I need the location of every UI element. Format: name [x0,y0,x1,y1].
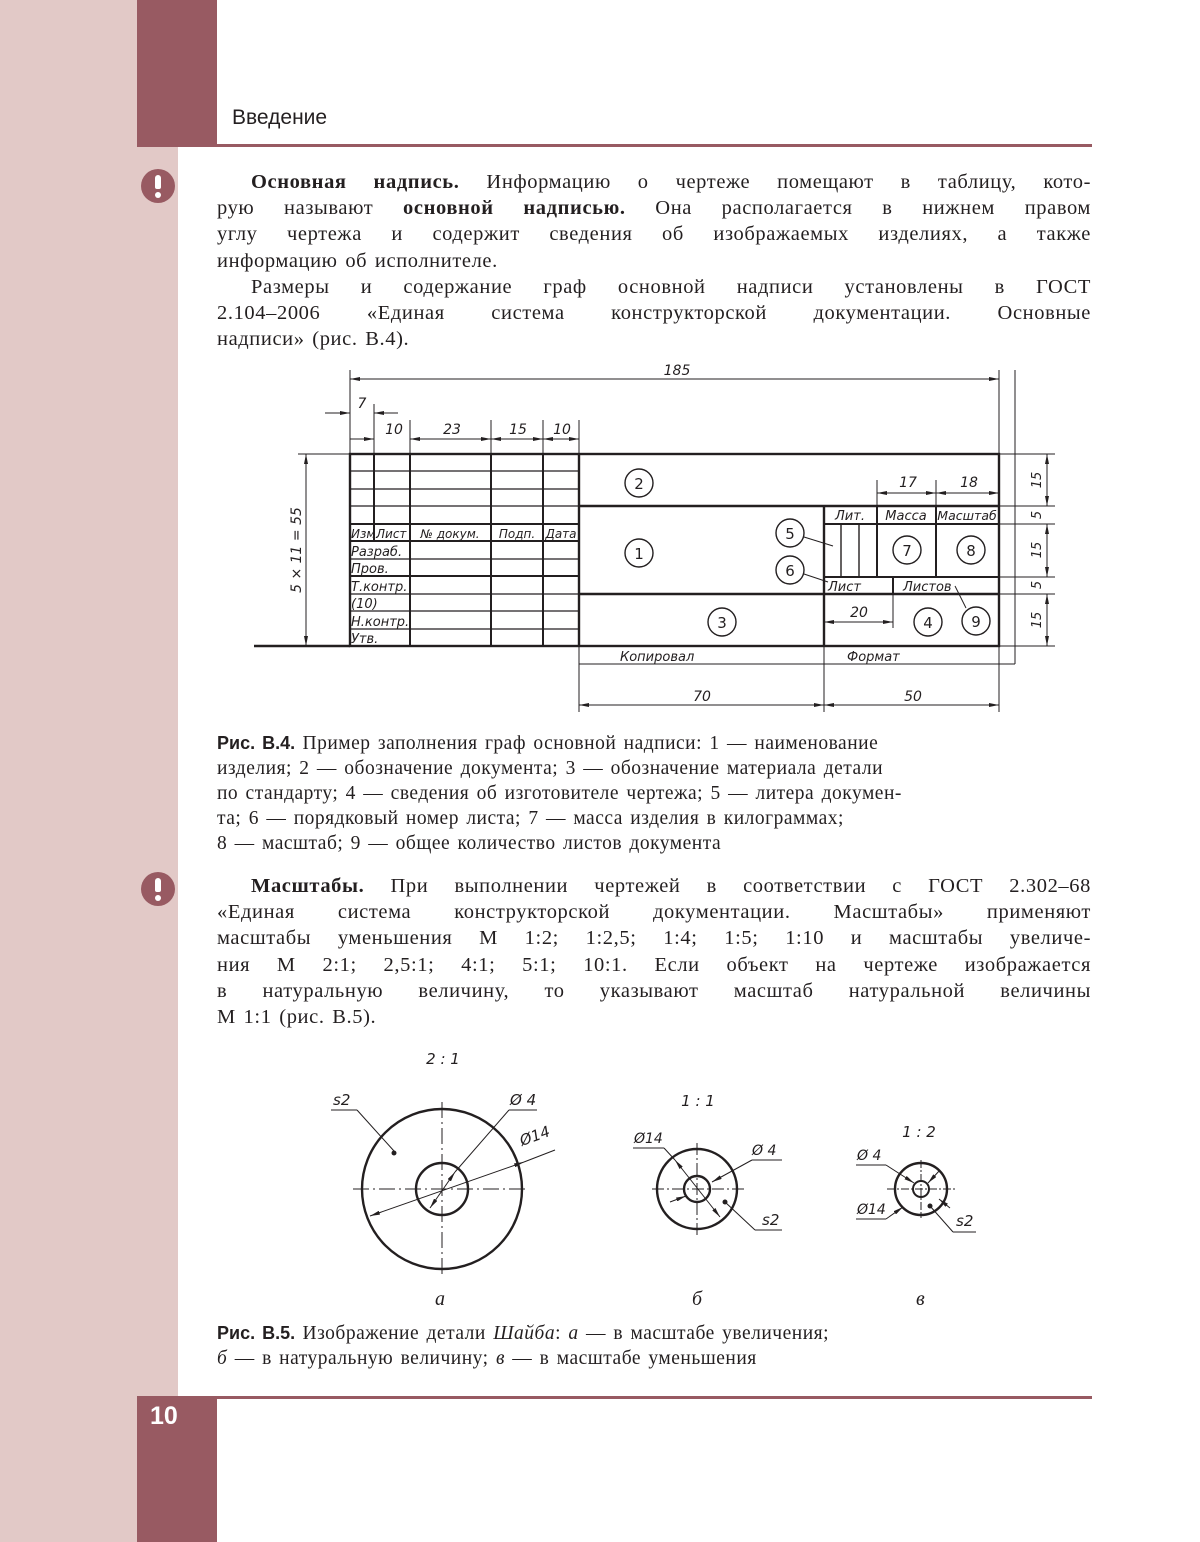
paragraph-scales [217,873,1091,1030]
text: Изображение детали [295,1323,494,1344]
cell-label: Лист [828,580,861,595]
callout-label: 5 [785,525,795,543]
text: 2.104–2006 «Единая система конструкторской документации. Основные [217,302,1091,325]
figure-title-block-drawing [0,0,1200,720]
thickness-label: s2 [333,1091,351,1109]
cell-label: № докум. [420,527,480,541]
text: Она располагается в нижнем правом [625,197,1091,220]
outer-diameter-label: Ø14 [517,1122,553,1150]
dim-label: 10 [553,422,571,438]
callout-label: 7 [902,542,912,560]
text: При выполнении чертежей в соответствии с ГОСТ 2.302–68 [364,875,1091,897]
outer-diameter-label: Ø14 [857,1202,886,1218]
thickness-label: s2 [762,1211,780,1229]
text: в [495,1348,505,1369]
callout-label: 9 [971,613,981,631]
dim-label: 10 [385,422,403,438]
text: — в масштабе уменьшения [504,1348,757,1369]
text: б [217,1348,228,1369]
dim-label: 17 [899,475,917,491]
cell-label: Лит. [835,509,865,524]
term-scales: Масштабы. [251,875,365,897]
washer-view-a [331,1102,555,1275]
text: рую называют [217,197,404,220]
callout-label: 4 [923,614,933,632]
figure-b4-caption [217,731,1087,856]
cell-label: Листов [903,580,952,595]
text: информацию об исполнителе. [217,249,498,272]
callout-label: 6 [785,562,795,580]
scale-label: 2 : 1 [426,1050,460,1068]
dim-label: 5 × 11 = 55 [289,507,305,593]
dim-label: 20 [850,605,868,621]
text: а [568,1323,579,1344]
cell-label: Масштаб [937,508,997,523]
cell-label: Пров. [351,562,389,577]
dim-label: 15 [1030,541,1045,559]
text: та; 6 — порядковый номер листа; 7 — масса изделия в килограммах; [217,808,844,829]
callout-label: 3 [717,614,727,632]
scale-label: 1 : 1 [681,1092,715,1110]
dim-label: 185 [663,363,691,379]
inner-diameter-label: Ø 4 [857,1148,882,1164]
text: Размеры и содержание граф основной надписи установлены в ГОСТ [251,276,1091,298]
text: «Единая система конструкторской документации. Масштабы» применяют [217,901,1091,924]
text: — в натуральную величину; [227,1348,496,1369]
footer-rule [137,1396,1092,1399]
outer-diameter-label: Ø14 [634,1131,663,1147]
text: масштабы уменьшения М 1:2; 1:2,5; 1:4; 1:5; 1:10 и масштабы увеличе- [217,927,1091,950]
figure-label: Рис. В.4. [217,733,296,753]
term-title-block-2: основной надписью. [403,197,626,220]
running-head-section-title: Введение [232,106,328,129]
text: углу чертежа и содержит сведения об изображаемых изделиях, а также [217,223,1091,246]
cell-label: Лист [376,527,407,541]
cell-label: Разраб. [351,545,403,560]
part-name: Шайба [493,1323,556,1344]
dim-label: 15 [1030,611,1045,629]
callout-label: 2 [634,475,644,493]
figure-label: Рис. В.5. [217,1323,296,1343]
dim-label: 15 [509,422,527,438]
text: Информацию о чертеже помещают в таблицу, кото- [459,171,1092,193]
figure-b5-caption [217,1321,1087,1371]
inner-diameter-label: Ø 4 [752,1143,777,1159]
cell-label: Подп. [498,527,536,541]
text: надписи» (рис. В.4). [217,328,410,351]
view-letter-c: в [916,1288,925,1310]
dim-label: 15 [1030,471,1045,489]
cell-label: Изм. [351,527,380,541]
callout-label: 8 [966,542,976,560]
cell-label: Н.контр. [351,615,410,630]
cell-label: (10) [351,597,378,612]
text: — в масштабе увеличения; [578,1323,830,1344]
dim-label: 50 [904,689,922,705]
cell-label: Утв. [351,632,379,647]
text: : [555,1323,569,1344]
dim-label: 23 [443,422,461,438]
view-letter-a: а [435,1288,445,1310]
inner-diameter-label: Ø 4 [510,1091,537,1109]
view-letter-b: б [692,1288,703,1310]
cell-label: Дата [545,527,577,541]
page-number: 10 [150,1402,178,1430]
cell-label: Т.контр. [351,580,408,595]
text: М 1:1 (рис. В.5). [217,1006,377,1029]
dim-label: 5 [1030,580,1045,590]
term-title-block: Основная надпись. [251,171,460,193]
scale-label: 1 : 2 [902,1123,936,1141]
dim-label: 70 [693,689,711,705]
thickness-label: s2 [956,1212,974,1230]
text: в натуральную величину, то указывают масштаб натуральной величины [217,979,1091,1002]
text: изделия; 2 — обозначение документа; 3 — обозначение материала детали [217,758,884,779]
cell-label: Формат [847,650,900,665]
exclamation-circle-icon [141,872,175,906]
dim-label: 7 [357,396,367,412]
figure-washer-drawings [0,1040,1200,1320]
footer-area [217,1399,1200,1542]
text: 8 — масштаб; 9 — общее количество листов документа [217,833,722,854]
dim-label: 5 [1030,510,1045,520]
cell-label: Масса [885,509,927,524]
text: по стандарту; 4 — сведения об изготовителе чертежа; 5 — литера докумен- [217,783,902,804]
text: Пример заполнения граф основной надписи: 1 — наименование [295,733,879,754]
text: ния М 2:1; 2,5:1; 4:1; 5:1; 10:1. Если объект на чертеже изображается [217,953,1091,976]
callout-label: 1 [634,545,644,563]
cell-label: Копировал [620,650,695,665]
dim-label: 18 [960,475,978,491]
